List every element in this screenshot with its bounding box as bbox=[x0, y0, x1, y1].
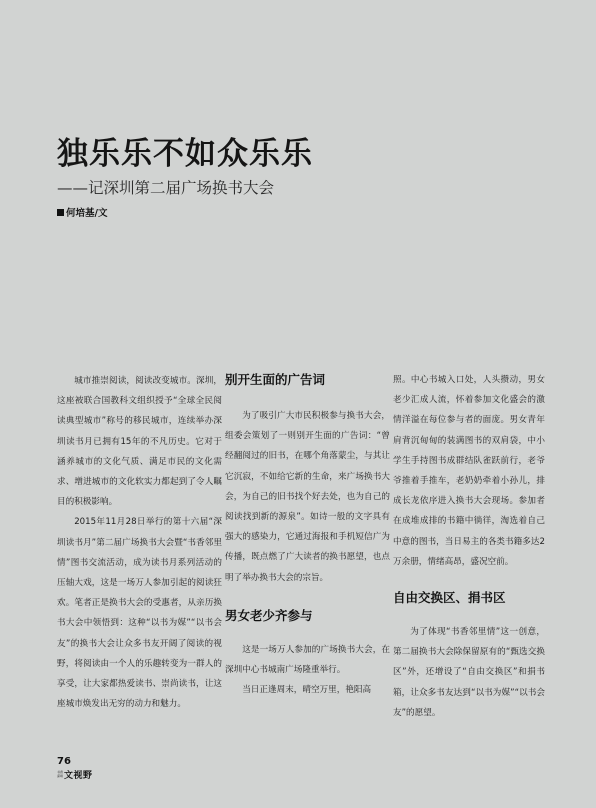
paragraph: 为了吸引广大市民积极参与换书大会，组委会策划了一则别开生面的广告词：“曾经翻阅过的旧书，在哪个角落蒙尘，与其让它沉寂，不如给它新的生命，来广场换书大会，为自己的旧书找个好去处，也为自己的阅读找到新的源泉”。如诗一般的文字具有强大的感染力，它通过海报和手机短信广为传播，既点燃了广大读者的换书愿望，也点明了举办换书大会的宗旨。 bbox=[225, 411, 390, 583]
body-column-2 bbox=[225, 370, 390, 700]
paragraph: 这是一场万人参加的广场换书大会，在深圳中心书城南广场隆重举行。 bbox=[225, 644, 390, 676]
logo-small-line-2: 深圳 bbox=[57, 773, 64, 778]
section-heading-all-ages: 男女老少齐参与 bbox=[225, 607, 313, 623]
paragraph: 城市推崇阅读，阅读改变城市。深圳，这座被联合国教科文组织授予“全球全民阅读典型城市”称号的移民城市，连续举办深圳读书月已拥有15年的不凡历史。它对于涵养城市的文化气质、满足市民的文化需求、增进城市的文化软实力都起到了令人瞩目的积极影响。 bbox=[57, 376, 222, 508]
paragraph: 当日正逢周末，晴空万里，艳阳高 bbox=[242, 685, 372, 696]
body-column-3 bbox=[393, 370, 545, 723]
page-number: 76 bbox=[57, 756, 71, 767]
byline-text: 何培基/文 bbox=[66, 208, 108, 219]
logo-small-line-1: 书香 bbox=[57, 770, 64, 774]
article-title: 独乐乐不如众乐乐 bbox=[57, 136, 313, 172]
paragraph: 为了体现“书香邻里情”这一创意，第二届换书大会除保留原有的“甄选交换区”外，还增设了“自由交换区”和捐书箱，让众多书友达到“以书为媒”“以书会友”的愿望。 bbox=[393, 627, 545, 718]
paragraph: 2015年11月28日举行的第十六届“深圳读书月”第二届广场换书大会暨“书香邻里情”图书交流活动，成为读书月系列活动的压轴大戏，这是一场万人参加引起的阅读狂欢。笔者正是换书大会的受惠者，从亲历换书大会中领悟到：这种“以书为媒”“以书会友”的换书大会让众多书友开阔了阅读的视野，将阅读由一个人的乐趣转变为一群人的享受，让大家都热爱读书、崇尚读书，让这座城市焕发出无穷的动力和魅力。 bbox=[57, 517, 222, 710]
logo-small-text bbox=[57, 771, 63, 778]
article-byline bbox=[57, 205, 107, 219]
byline-square-icon bbox=[57, 209, 64, 216]
article-subtitle: ——记深圳第二届广场换书大会 bbox=[57, 179, 275, 197]
section-heading-exchange-zone: 自由交换区、捐书区 bbox=[393, 590, 506, 606]
logo-main-text: 文视野 bbox=[64, 771, 93, 781]
body-column-1 bbox=[57, 371, 222, 714]
paragraph: 照。中心书城入口处，人头攒动，男女老少汇成人流，怀着参加文化盛会的激情洋溢在每位参与者的面庞。男女青年肩背沉甸甸的装满图书的双肩袋，中小学生手持图书成群结队雀跃前行，老爷爷推着手推车，老奶奶牵着小孙儿，排成长龙依序进入换书大会现场。参加者在成堆成排的书籍中徜徉，淘选着自己中意的图书，当日易主的各类书籍多达2万余册，情绪高昂，盛况空前。 bbox=[393, 375, 545, 567]
magazine-logo bbox=[57, 768, 93, 781]
section-heading-ad-slogan: 别开生面的广告词 bbox=[225, 372, 326, 387]
